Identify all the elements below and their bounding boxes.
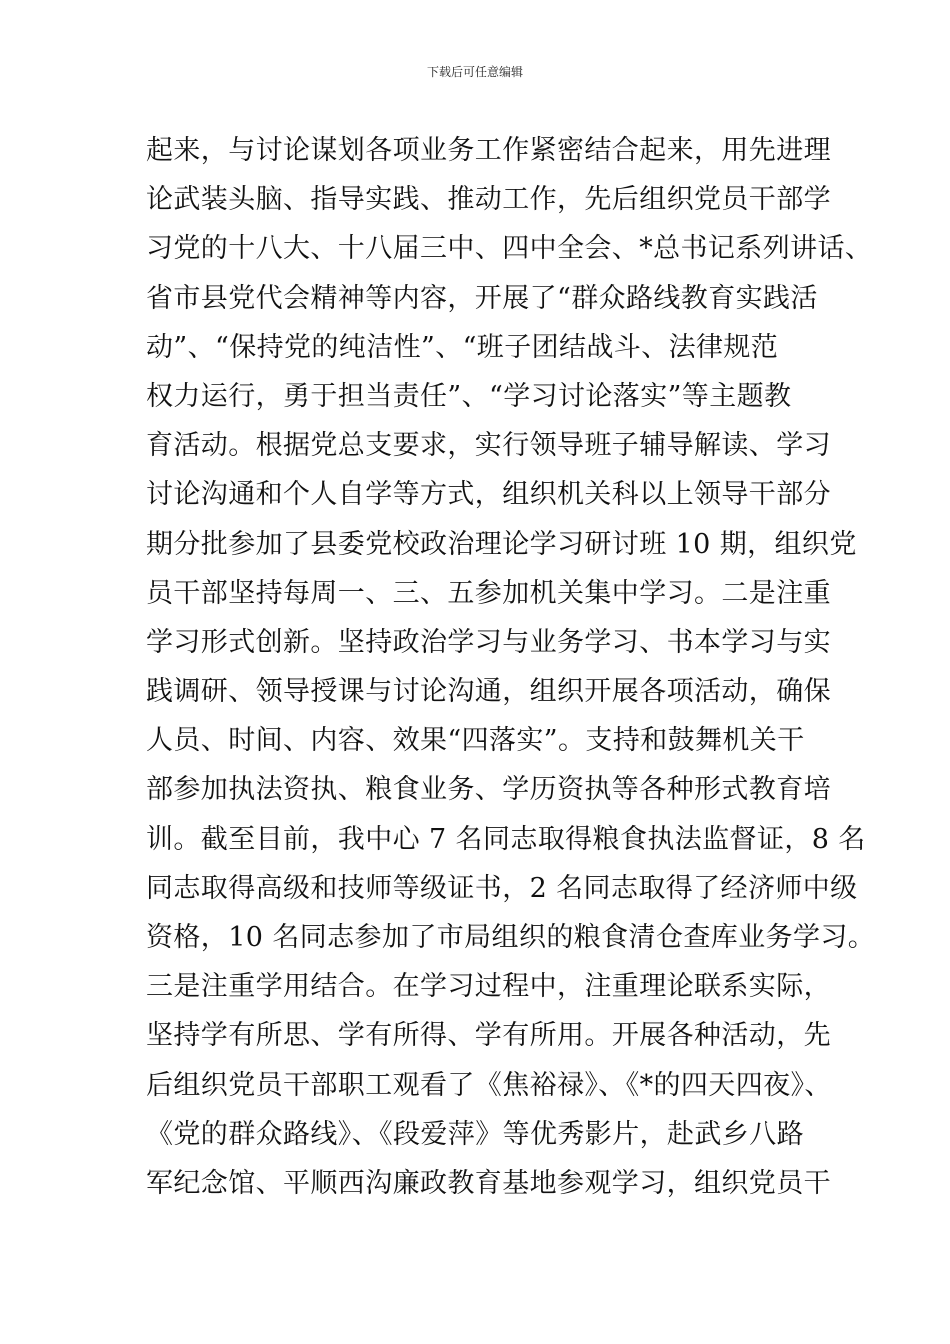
page-header: 下载后可任意编辑 [426,65,523,79]
text-line-4: 省市县党代会精神等内容，开展了“群众路线教育实践活 [146,282,818,314]
text-line-18: 三是注重学用结合。在学习过程中，注重理论联系实际， [146,971,831,1003]
text-line-1: 起来，与讨论谋划各项业务工作紧密结合起来，用先进理 [146,135,831,166]
text-line-22: 军纪念馆、平顺西沟廉政教育基地参观学习，组织党员干 [146,1167,831,1199]
text-line-12: 践调研、领导授课与讨论沟通，组织开展各项活动，确保 [146,676,831,708]
text-line-16: 同志取得高级和技师等级证书，2 名同志取得了经济师中级 [146,872,858,904]
text-line-9: 期分批参加了县委党校政治理论学习研讨班 10 期，组织党 [146,528,857,560]
text-line-2: 论武装头脑、指导实践、推动工作，先后组织党员干部学 [146,184,831,216]
text-line-15: 训。截至目前，我中心 7 名同志取得粮食执法监督证，8 名 [146,823,866,855]
text-line-5: 动”、“保持党的纯洁性”、“班子团结战斗、法律规范 [146,331,779,363]
text-line-10: 员干部坚持每周一、三、五参加机关集中学习。二是注重 [146,577,831,609]
document-body [146,126,876,1208]
text-line-19: 坚持学有所思、学有所得、学有所用。开展各种活动，先 [146,1020,831,1052]
text-line-11: 学习形式创新。坚持政治学习与业务学习、书本学习与实 [146,626,831,658]
text-line-14: 部参加执法资执、粮食业务、学历资执等各种形式教育培 [146,774,831,806]
text-line-8: 讨论沟通和个人自学等方式，组织机关科以上领导干部分 [146,479,831,511]
text-line-17: 资格，10 名同志参加了市局组织的粮食清仓查库业务学习。 [146,922,876,953]
text-line-6: 权力运行，勇于担当责任”、“学习讨论落实”等主题教 [146,380,792,412]
text-line-13: 人员、时间、内容、效果“四落实”。支持和鼓舞机关干 [146,725,805,757]
text-line-3: 习党的十八大、十八届三中、四中全会、*总书记系列讲话、 [146,233,873,265]
text-line-21: 《党的群众路线》、《段爱萍》等优秀影片，赴武乡八路 [146,1118,804,1150]
text-line-20: 后组织党员干部职工观看了《焦裕禄》、《*的四天四夜》、 [146,1069,832,1101]
text-line-7: 育活动。根据党总支要求，实行领导班子辅导解读、学习 [146,430,831,462]
